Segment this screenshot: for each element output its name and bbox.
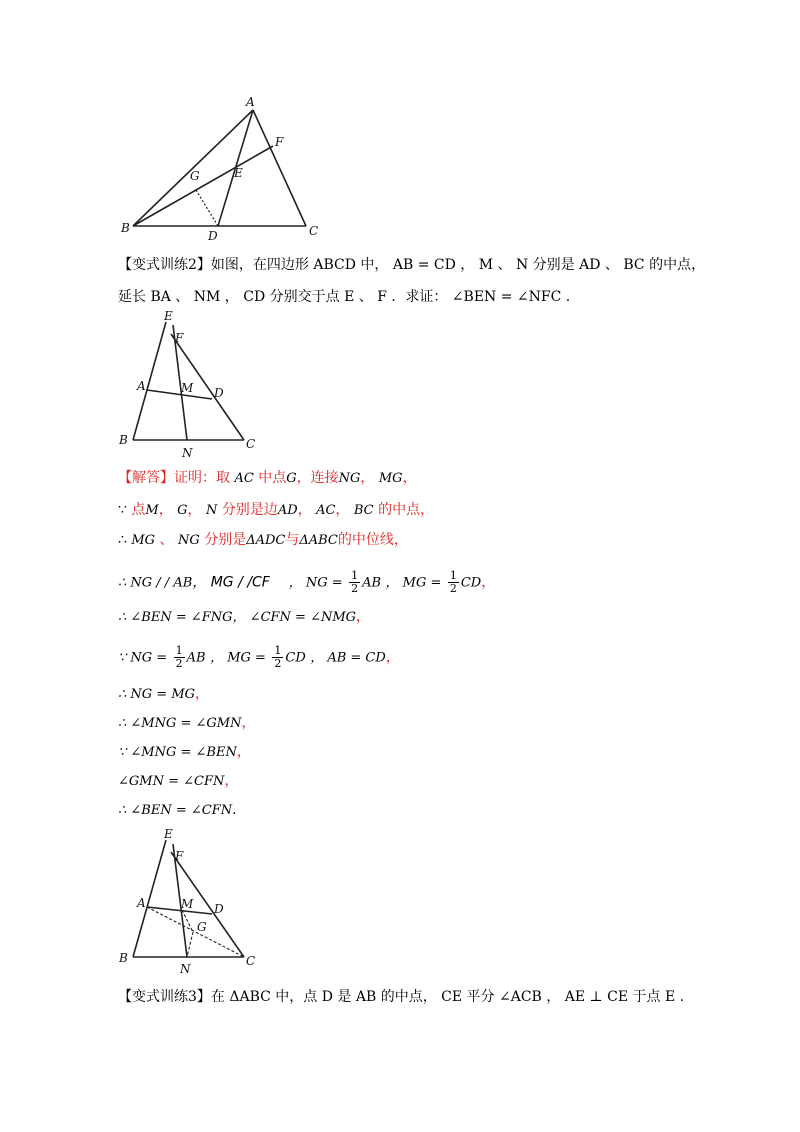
- frac-num: 1: [274, 644, 282, 657]
- sol-math: G: [286, 471, 297, 486]
- label-e: E: [234, 166, 243, 180]
- problem2-line1: [118, 255, 705, 275]
- sol-math: ∠GMN = ∠CFN: [118, 774, 225, 789]
- frac-den: 2: [351, 582, 359, 595]
- solution-line-4: [118, 570, 495, 595]
- fraction-half: [272, 645, 283, 670]
- sol-math: CD: [285, 650, 306, 666]
- segment-ad: [147, 907, 212, 914]
- label-a: A: [246, 95, 255, 109]
- sol-math: AB: [362, 575, 382, 591]
- solution-line-11: [118, 800, 237, 821]
- label-a: A: [137, 379, 146, 393]
- sol-text: 分别是边: [221, 502, 278, 518]
- sol-math: ∴ NG / / AB: [118, 575, 193, 591]
- sol-text: ，: [224, 773, 239, 789]
- sol-math: ， AB = CD: [310, 650, 386, 666]
- label-e: E: [164, 827, 173, 841]
- solution-line-7: [118, 684, 209, 705]
- solution-line-3: [118, 530, 408, 551]
- sol-math: AC: [316, 503, 336, 518]
- sol-text: ，: [360, 470, 375, 486]
- label-d: D: [208, 229, 218, 243]
- label-b: B: [119, 951, 128, 965]
- sol-text: ，: [335, 502, 350, 518]
- sol-math: MG: [378, 471, 403, 486]
- sol-math: ， MG =: [385, 575, 442, 591]
- sol-text: 点: [131, 502, 146, 518]
- solution-line-6: [118, 645, 400, 670]
- sol-math: M: [145, 503, 159, 518]
- solution-line-9: [118, 742, 251, 763]
- frac-den: 2: [274, 657, 282, 670]
- problem2-text2: 延长 BA 、 NM ， CD 分别交于点 E 、 F ．求证： ∠BEN = ∠NFC .: [118, 289, 571, 305]
- label-c: C: [246, 437, 256, 451]
- sol-math: BC: [353, 503, 374, 518]
- sol-math: ， MG =: [210, 650, 266, 666]
- sol-math: ， MG / /CF: [192, 574, 270, 591]
- label-n: N: [180, 962, 191, 976]
- sol-text: ，: [356, 609, 371, 625]
- problem3-line: [118, 987, 684, 1007]
- figure-3-quadrilateral-with-g: [110, 825, 270, 975]
- because-symbol: ∵: [118, 502, 127, 518]
- solution-line-8: [118, 713, 256, 734]
- problem2-text1: 如图，在四边形 ABCD 中， AB = CD ， M 、 N 分别是 AD 、 BC 的中点，: [210, 257, 706, 273]
- problem2-line2: [118, 287, 570, 307]
- sol-text: .: [232, 802, 237, 818]
- sol-math: ΔADC: [246, 533, 286, 548]
- problem3-text: 在 ΔABC 中，点 D 是 AB 的中点， CE 平分 ∠ACB ， AE ⊥ CE 于点 E .: [210, 989, 685, 1005]
- segment-ac: [253, 110, 306, 226]
- sol-text: 与: [285, 532, 300, 548]
- sol-math: ∴ ∠BEN = ∠FNG: [118, 610, 233, 625]
- label-f: F: [175, 849, 184, 863]
- segment-ac-dashed: [147, 907, 244, 957]
- solution-line-10: [118, 771, 238, 792]
- label-c: C: [309, 224, 319, 238]
- sol-math: AC: [234, 471, 254, 486]
- sol-text: ，: [481, 574, 496, 591]
- sol-text: 分别是: [204, 532, 247, 548]
- sol-math: N: [205, 503, 218, 518]
- sol-text: ，: [187, 502, 202, 518]
- sol-text: 证明：取: [174, 470, 230, 486]
- sol-text: 的中点，: [378, 502, 435, 518]
- frac-num: 1: [351, 569, 359, 582]
- solution-line-5: [118, 607, 370, 628]
- label-f: F: [275, 135, 284, 149]
- label-b: B: [121, 221, 130, 235]
- frac-den: 2: [449, 582, 457, 595]
- solution-line-1: [118, 468, 417, 489]
- label-m: M: [181, 897, 194, 911]
- fraction-half: [349, 570, 360, 595]
- therefore-symbol: ∴: [118, 532, 127, 548]
- sol-text: 中点: [258, 470, 287, 486]
- sol-text: ，: [402, 470, 417, 486]
- label-m: M: [181, 381, 194, 395]
- sol-text: ，: [297, 502, 312, 518]
- sol-math: AD: [277, 503, 298, 518]
- sol-text: ，: [241, 715, 256, 731]
- figure-1-triangle: [110, 90, 330, 245]
- frac-den: 2: [175, 657, 183, 670]
- sol-text: ，: [236, 744, 251, 760]
- label-b: B: [119, 433, 128, 447]
- sol-math: NG: [338, 471, 361, 486]
- sol-math: ， NG =: [288, 575, 343, 591]
- problem3-bracket: 【变式训练3】: [118, 989, 211, 1005]
- sol-math: AB: [186, 650, 206, 666]
- sol-math: ∵ ∠MNG = ∠BEN: [118, 745, 237, 760]
- segment-gd-dashed: [196, 190, 218, 226]
- sol-text: ，: [158, 502, 173, 518]
- sol-math: ∴ ∠MNG = ∠GMN: [118, 716, 242, 731]
- sol-math: MG: [131, 533, 156, 548]
- frac-num: 1: [175, 644, 183, 657]
- label-d: D: [214, 386, 224, 400]
- sol-math: ， ∠CFN = ∠NMG: [232, 610, 357, 625]
- solution-line-2: [118, 500, 434, 521]
- label-g: G: [190, 169, 200, 183]
- label-e: E: [164, 309, 173, 323]
- figure-2-quadrilateral: [110, 305, 270, 460]
- label-f: F: [175, 331, 184, 345]
- sol-math: ∴ NG = MG: [118, 687, 196, 702]
- sol-math: ∴ ∠BEN = ∠CFN: [118, 803, 233, 818]
- sol-math: ∵ NG =: [118, 650, 168, 666]
- frac-num: 1: [449, 569, 457, 582]
- sol-math: ΔABC: [299, 533, 338, 548]
- sol-math: G: [177, 503, 188, 518]
- label-n: N: [182, 446, 193, 460]
- label-a: A: [137, 896, 146, 910]
- sol-text: ，: [385, 649, 400, 666]
- sol-text: ，连接: [296, 470, 339, 486]
- segment-gn-dashed: [187, 932, 193, 957]
- problem2-bracket: 【变式训练2】: [118, 257, 211, 273]
- solution-header: 【解答】: [118, 470, 174, 486]
- fraction-half: [174, 645, 185, 670]
- sol-text: 、: [159, 532, 174, 548]
- sol-math: CD: [460, 575, 482, 591]
- label-g: G: [197, 920, 207, 934]
- sol-math: NG: [177, 533, 200, 548]
- segment-ad: [147, 390, 212, 399]
- label-c: C: [246, 954, 256, 968]
- fraction-half: [448, 570, 459, 595]
- sol-text: ，: [195, 686, 210, 702]
- label-d: D: [214, 902, 224, 916]
- sol-text: 的中位线，: [337, 532, 408, 548]
